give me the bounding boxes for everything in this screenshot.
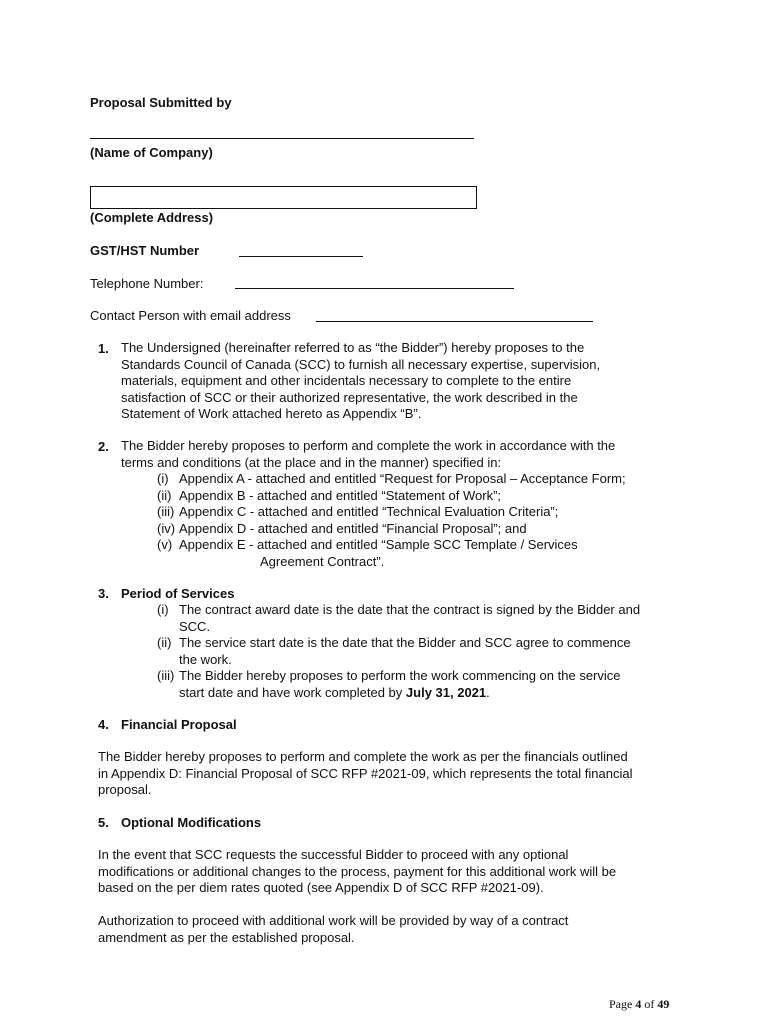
company-name-caption: (Name of Company): [90, 145, 213, 160]
subitem-text: Appendix B - attached and entitled “Statement of Work”;: [179, 487, 502, 503]
subitem-label: (iv): [157, 520, 176, 536]
subitem-text-continued: [157, 685, 640, 702]
subitem-text: The Bidder hereby proposes to perform the work commencing on the service: [179, 668, 621, 683]
gst-hst-number-label: GST/HST Number: [90, 243, 200, 258]
item-2-subitem: [157, 488, 626, 505]
item-2-number: 2.: [98, 439, 109, 454]
complete-address-field[interactable]: [90, 186, 477, 209]
subitem-label: (iii): [157, 668, 175, 683]
page-of: of: [641, 997, 658, 1011]
item-3-number: 3.: [98, 586, 109, 601]
subitem-text: Appendix D - attached and entitled “Financial Proposal”; and: [179, 520, 527, 536]
gst-hst-number-line[interactable]: [239, 256, 363, 257]
page-current: 4: [635, 997, 642, 1011]
subitem-label: (ii): [157, 635, 172, 650]
item-1-line: satisfaction of SCC or their authorized representative, the work described in the: [121, 389, 578, 405]
item-2-subitem: [157, 537, 626, 554]
subitem-label: (iii): [157, 504, 175, 519]
item-1-line: Standards Council of Canada (SCC) to furnish all necessary expertise, supervision,: [121, 356, 601, 372]
contact-person-label: Contact Person with email address: [90, 308, 291, 323]
subitem-label: (ii): [157, 487, 172, 503]
item-5-paragraph-1: [98, 847, 616, 897]
item-4-line: in Appendix D: Financial Proposal of SCC RFP #2021-09, which represents the total financial: [98, 765, 633, 781]
page-total: 49: [657, 997, 670, 1011]
item-2-line: terms and conditions (at the place and in the manner) specified in:: [121, 454, 502, 470]
item-3-sublist: [157, 602, 640, 701]
completion-suffix: .: [486, 684, 490, 700]
item-5-line: Authorization to proceed with additional work will be provided by way of a contract: [98, 913, 569, 928]
item-1-text: [121, 340, 600, 423]
item-5-line: In the event that SCC requests the successful Bidder to proceed with any optional: [98, 847, 569, 862]
page-number: [609, 997, 669, 1012]
subitem-text: Appendix E - attached and entitled “Sample SCC Template / Services: [179, 537, 578, 552]
item-2-text: [121, 438, 615, 471]
item-2-subitem: [157, 471, 626, 488]
subitem-text: Appendix A - attached and entitled “Request for Proposal – Acceptance Form;: [179, 471, 626, 486]
period-of-services-heading: Period of Services: [121, 586, 235, 601]
item-2-line: The Bidder hereby proposes to perform and complete the work in accordance with the: [121, 438, 616, 453]
item-2-subitem: [157, 521, 626, 538]
item-2-subitem-continuation: Agreement Contract”.: [260, 553, 385, 569]
item-4-line: The Bidder hereby proposes to perform and complete the work as per the financials outlined: [98, 749, 628, 764]
item-5-number: 5.: [98, 815, 109, 830]
item-1-line: The Undersigned (hereinafter referred to as “the Bidder”) hereby proposes to the: [121, 340, 585, 355]
proposal-submitted-by-label: Proposal Submitted by: [90, 95, 232, 110]
item-4-text: [98, 749, 633, 799]
item-1-number: 1.: [98, 341, 109, 356]
item-4-line: proposal.: [98, 782, 152, 797]
subitem-label: (i): [157, 471, 169, 486]
completion-date: July 31, 2021: [405, 684, 487, 700]
item-5-line: amendment as per the established proposal.: [98, 929, 355, 945]
page-prefix: Page: [609, 997, 636, 1011]
telephone-number-line[interactable]: [235, 288, 514, 289]
subitem-text: Appendix C - attached and entitled “Technical Evaluation Criteria”;: [179, 504, 559, 519]
item-3-subitem: [157, 602, 640, 619]
optional-modifications-heading: Optional Modifications: [121, 815, 262, 830]
item-5-line: modifications or additional changes to the process, payment for this additional work will be: [98, 863, 617, 879]
company-name-line[interactable]: [90, 138, 474, 139]
item-4-number: 4.: [98, 717, 109, 732]
subitem-text: The service start date is the date that the Bidder and SCC agree to commence: [179, 635, 631, 650]
item-1-line: materials, equipment and other incidentals necessary to complete to the entire: [121, 373, 572, 388]
item-2-subitem: [157, 504, 626, 521]
telephone-number-label: Telephone Number:: [90, 276, 204, 291]
item-5-line: based on the per diem rates quoted (see Appendix D of SCC RFP #2021-09).: [98, 880, 544, 895]
financial-proposal-heading: Financial Proposal: [121, 717, 237, 732]
contact-person-line[interactable]: [316, 321, 593, 322]
subitem-text: The contract award date is the date that the contract is signed by the Bidder and: [179, 602, 641, 617]
complete-address-caption: (Complete Address): [90, 210, 214, 225]
item-5-paragraph-2: [98, 913, 568, 946]
completion-text: start date and have work completed by: [179, 684, 406, 700]
item-2-sublist: [157, 471, 626, 570]
item-3-subitem: [157, 635, 640, 652]
subitem-text-continued: the work.: [179, 651, 232, 667]
item-1-line: Statement of Work attached hereto as Appendix “B”.: [121, 406, 422, 421]
subitem-label: (v): [157, 537, 173, 552]
subitem-text-continued: SCC.: [179, 618, 211, 634]
subitem-label: (i): [157, 602, 169, 617]
item-3-subitem: [157, 668, 640, 685]
